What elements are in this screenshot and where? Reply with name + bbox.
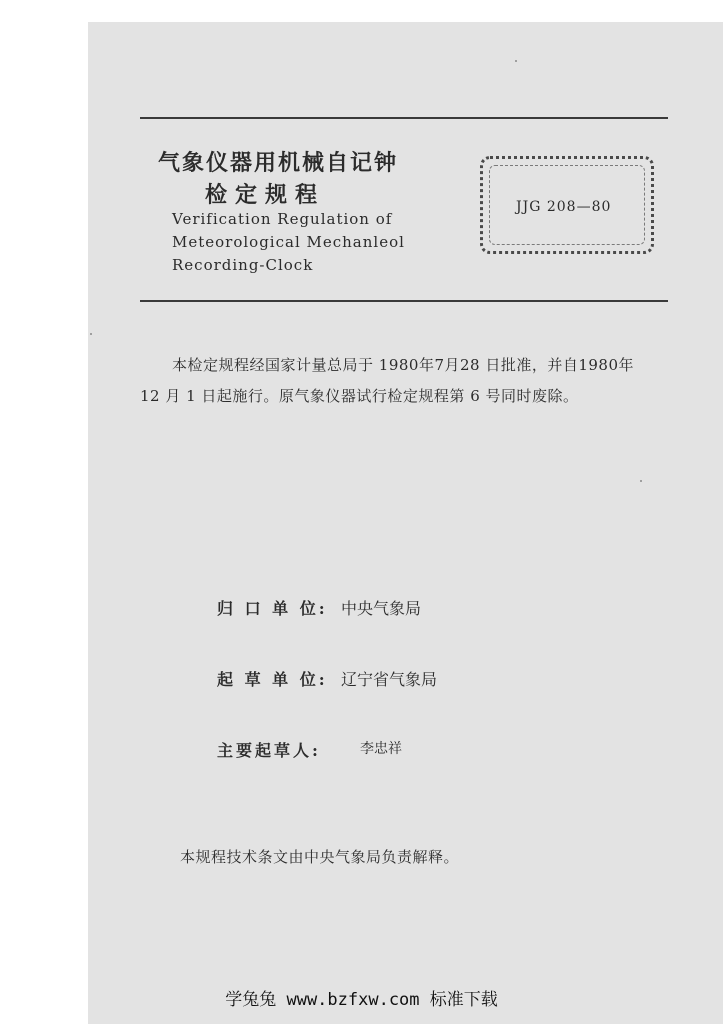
approval-line2: 12 月 1 日起施行。原气象仪器试行检定规程第 6 号同时废除。 bbox=[140, 387, 579, 405]
title-cn-line2: 检定规程 bbox=[205, 182, 326, 208]
field-label-responsible-unit: 归 口 单 位: bbox=[217, 599, 328, 618]
title-en-line2: Meteorological Mechanleol bbox=[172, 233, 405, 251]
scan-speck bbox=[640, 480, 642, 482]
scan-speck bbox=[90, 333, 92, 335]
field-label-drafting-unit: 起 草 单 位: bbox=[217, 670, 328, 689]
interpretation-note: 本规程技术条文由中央气象局负责解释。 bbox=[180, 848, 460, 866]
field-label-main-drafter: 主要起草人: bbox=[217, 741, 321, 760]
field-value-responsible-unit: 中央气象局 bbox=[341, 599, 422, 618]
top-rule bbox=[140, 117, 668, 119]
approval-line1: 本检定规程经国家计量总局于 1980年7月28 日批准，并自1980年 bbox=[172, 356, 635, 374]
page-margin bbox=[0, 0, 88, 1024]
title-cn-line1: 气象仪器用机械自记钟 bbox=[158, 150, 399, 176]
standard-code: JJG 208—80 bbox=[516, 199, 612, 215]
field-value-main-drafter: 李忠祥 bbox=[360, 741, 402, 757]
scan-speck bbox=[515, 60, 517, 62]
title-en-line1: Verification Regulation of bbox=[172, 210, 393, 228]
field-value-drafting-unit: 辽宁省气象局 bbox=[341, 670, 438, 689]
title-en-line3: Recording-Clock bbox=[172, 256, 314, 274]
bottom-rule bbox=[140, 300, 668, 302]
watermark-footer: 学兔兔 www.bzfxw.com 标准下载 bbox=[225, 990, 498, 1010]
